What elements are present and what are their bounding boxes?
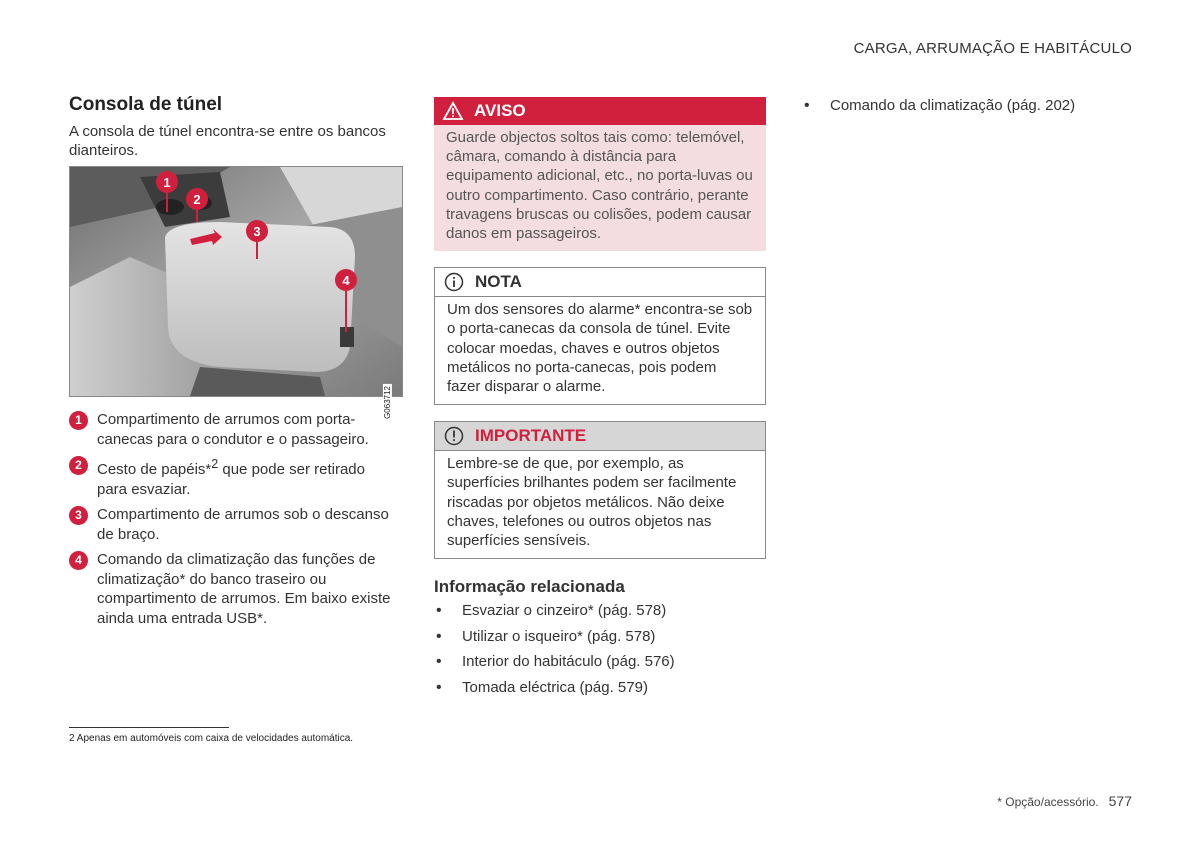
note-label: NOTA — [475, 272, 522, 292]
callout-2-label: 2 — [193, 192, 201, 207]
list-item-text: Compartimento de arrumos com porta-canecas para o condutor e o passageiro. — [97, 411, 369, 448]
list-item — [69, 550, 399, 628]
right-column — [802, 96, 1132, 122]
middle-column — [434, 97, 766, 704]
callout-number-badge: 2 — [69, 456, 88, 475]
figure-code: G063712 — [383, 386, 392, 419]
callout-number-badge: 3 — [69, 506, 88, 525]
exclamation-circle-icon — [443, 425, 465, 447]
related-link[interactable]: • Utilizar o isqueiro* (pág. 578) — [434, 627, 766, 646]
list-item — [69, 410, 399, 449]
list-item-text: que pode ser retirado para esvaziar. — [97, 461, 365, 498]
list-item — [69, 505, 399, 544]
note-box — [434, 267, 766, 405]
callout-4-label: 4 — [342, 273, 350, 288]
footnote: 2 Apenas em automóveis com caixa de velocidades automática. — [69, 733, 354, 744]
main-column — [69, 94, 399, 634]
important-label: IMPORTANTE — [475, 426, 587, 446]
callout-list — [69, 410, 399, 628]
related-link[interactable]: • Tomada eléctrica (pág. 579) — [434, 678, 766, 697]
note-text: Um dos sensores do alarme* encontra-se sob o porta-canecas da consola de túnel. Evite colocar moedas, chaves e outros objetos metálicos no porta-canecas, pois podem fazer disparar o alarme. — [447, 301, 753, 396]
option-accessory-note: * Opção/acessório. — [997, 795, 1099, 809]
callout-3-label: 3 — [253, 224, 261, 239]
list-item-text: Comando da climatização das funções de climatização* do banco traseiro ou compartimento de arrumos. Em baixo existe ainda uma entrada USB*. — [97, 551, 391, 627]
related-links-list — [434, 601, 766, 697]
console-photo — [70, 167, 402, 396]
important-header — [435, 422, 765, 451]
warning-header — [434, 97, 766, 125]
related-link[interactable]: • Comando da climatização (pág. 202) — [802, 96, 1132, 115]
related-info-heading: Informação relacionada — [434, 577, 625, 597]
info-icon — [443, 271, 465, 293]
callout-number-badge: 1 — [69, 411, 88, 430]
related-links-continued — [802, 96, 1132, 115]
warning-label: AVISO — [474, 101, 526, 120]
related-link[interactable]: • Esvaziar o cinzeiro* (pág. 578) — [434, 601, 766, 620]
warning-triangle-icon — [442, 100, 464, 122]
note-header — [435, 268, 765, 297]
warning-box — [434, 97, 766, 251]
page-footer — [997, 793, 1132, 809]
intro-text: A consola de túnel encontra-se entre os bancos dianteiros. — [69, 123, 386, 159]
related-link[interactable]: • Interior do habitáculo (pág. 576) — [434, 652, 766, 671]
page-number: 577 — [1108, 793, 1132, 809]
list-item — [69, 455, 399, 499]
console-illustration — [69, 166, 403, 419]
list-item-text: Compartimento de arrumos sob o descanso de braço. — [97, 506, 389, 543]
callout-1-label: 1 — [163, 175, 171, 190]
list-item-text: Cesto de papéis* — [97, 461, 212, 478]
important-text: Lembre-se de que, por exemplo, as superfícies brilhantes podem ser facilmente riscadas por objetos metálicos. Não deixe chaves, telefones ou outros objetos nas superfícies sensíveis. — [447, 455, 737, 550]
warning-text: Guarde objectos soltos tais como: telemóvel, câmara, comando à distância para equipamento adicional, etc., no porta-luvas ou outro compartimento. Caso contrário, perante travagens bruscas ou colisões, podem causar danos em passageiros. — [446, 129, 753, 243]
important-box — [434, 421, 766, 559]
running-header: CARGA, ARRUMAÇÃO E HABITÁCULO — [853, 40, 1132, 57]
callout-number-badge: 4 — [69, 551, 88, 570]
page-title: Consola de túnel — [69, 94, 223, 115]
footnote-divider — [69, 727, 229, 728]
footnote-ref: 2 — [211, 457, 219, 471]
